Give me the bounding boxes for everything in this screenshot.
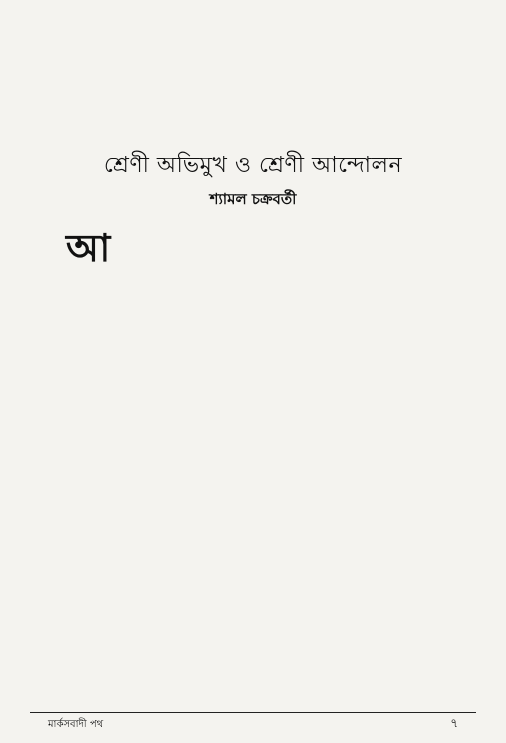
article-author: শ্যামল চক্রবর্তী xyxy=(209,190,297,208)
footer-rule xyxy=(30,712,476,713)
footer-page-number: ৭ xyxy=(450,716,458,730)
footer-journal-name: মার্কসবাদী পথ xyxy=(48,719,104,730)
article-title: শ্রেণী অভিমুখ ও শ্রেণী আন্দোলন xyxy=(103,153,403,178)
drop-cap: আ xyxy=(66,225,111,270)
article-body xyxy=(66,225,480,270)
